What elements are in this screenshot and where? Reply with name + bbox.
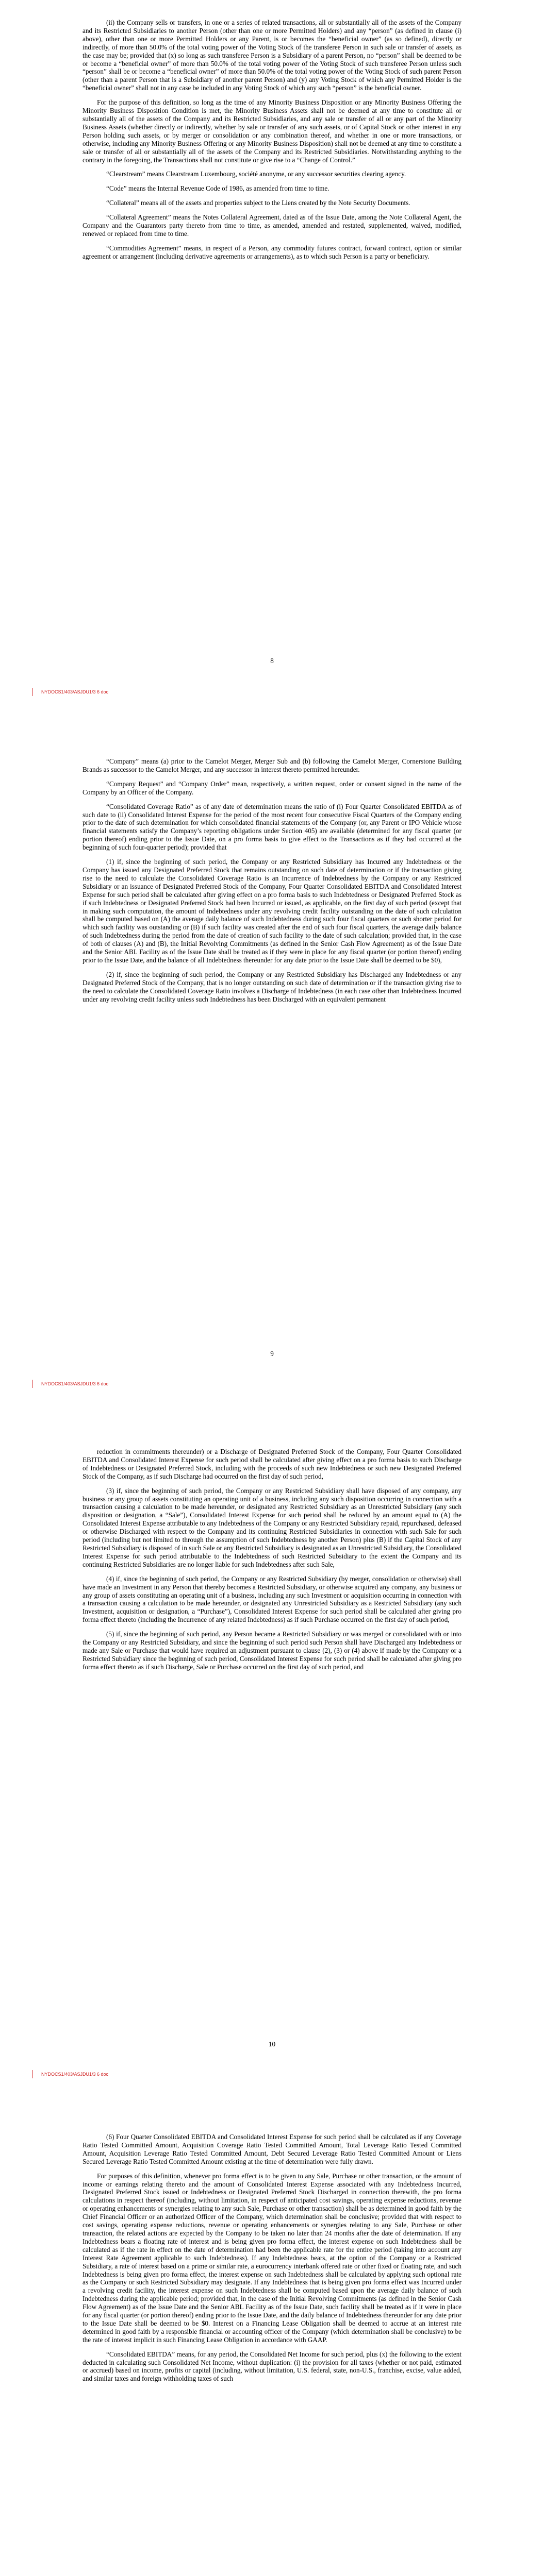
paragraph: “Consolidated Coverage Ratio” as of any date of determination means the ratio of (i) Four Quarter Consolidated EBITDA as of such date to (ii) Consolidated Interest Expense for the period of the most recent four consecutive Fiscal Quarters of the Company ending prior to the date of such determination for which consolidated financial statements of the Company (or, any Parent or IPO Vehicle whose financial statements satisfy the Company’s reporting obligations under Section 405) are available (determined for any fiscal quarter (or portion thereof) ending prior to the Issue Date, on a pro forma basis to give effect to the Transactions as if they had occurred at the beginning of such four-quarter period); provided that	[83, 802, 461, 852]
paragraph: “Code” means the Internal Revenue Code of 1986, as amended from time to time.	[106, 184, 329, 193]
paragraph: “Collateral Agreement” means the Notes Collateral Agreement, dated as of the Issue Date, among the Note Collateral Agent, the Company and the Guarantors party thereto from time to time, as amended, amended and restated, supplemented, waived, modified, renewed or replaced from time to time.	[83, 213, 461, 238]
document-id: NYDOCS1/403/ASJDU1/3 6 doc	[41, 2072, 109, 2077]
document-id: NYDOCS1/403/ASJDU1/3 6 doc	[41, 1381, 109, 1386]
page-number: 8	[270, 657, 274, 665]
page-9-body	[83, 757, 461, 1009]
paragraph: “Collateral” means all of the assets and properties subject to the Liens created by the Note Security Documents.	[106, 199, 410, 207]
paragraph: For the purpose of this definition, so long as the time of any Minority Business Disposition or any Minority Business Offering the Minority Business Disposition Condition is met, the Minority Business Assets shall not be deemed at any time to constitute all or substantially all of the assets of the Company and its Restricted Subsidiaries, and any sale or transfer of all or any part of the Minority Business Assets (whether directly or indirectly, whether by sale or transfer of any such assets, or of Capital Stock or other interest in any Person holding such assets, or by merger or consolidation or any combination thereof, and whether in one or more transactions, or otherwise, including any Minority Business Offering or any Minority Business Disposition) shall not be deemed at any time to constitute a sale or transfer of all or substantially all of the assets of the Company and its Restricted Subsidiaries. Notwithstanding anything to the contrary in the foregoing, the Transactions shall not constitute or give rise to a “Change of Control.”	[83, 98, 461, 164]
paragraph: (1) if, since the beginning of such period, the Company or any Restricted Subsidiary has Incurred any Indebtedness or the Company has issued any Designated Preferred Stock that remains outstanding on such date of determination or if the transaction giving rise to the need to calculate the Consolidated Coverage Ratio is an Incurrence of Indebtedness by the Company or any Restricted Subsidiary or an issuance of Designated Preferred Stock of the Company, Four Quarter Consolidated EBITDA and Consolidated Interest Expense for such period shall be calculated after giving effect on a pro forma basis to such Indebtedness or Designated Preferred Stock as if such Indebtedness or Designated Preferred Stock had been Incurred or issued, as applicable, on the first day of such period (except that in making such computation, the amount of Indebtedness under any revolving credit facility outstanding on the date of such calculation shall be computed based on (A) the average daily balance of such Indebtedness during such four fiscal quarters or such shorter period for which such facility was outstanding or (B) if such facility was created after the end of such four fiscal quarters, the average daily balance of such Indebtedness during the period from the date of creation of such facility to the date of such calculation; provided that, in the case of both of clauses (A) and (B), the Initial Revolving Commitments (as defined in the Senior Cash Flow Agreement) as of the Issue Date and the Senior ABL Facility as of the Issue Date shall be treated as if they were in place for any fiscal quarter (or portion thereof) ending prior to the Issue Date, and the balance of all Indebtedness thereunder for any date prior to the Issue Date shall be deemed to be $0),	[83, 858, 461, 964]
paragraph: “Commodities Agreement” means, in respect of a Person, any commodity futures contract, forward contract, option or similar agreement or arrangement (including derivative agreements or arrangements), as to which such Person is a party or beneficiary.	[83, 244, 461, 260]
paragraph: reduction in commitments thereunder) or a Discharge of Designated Preferred Stock of the Company, Four Quarter Consolidated EBITDA and Consolidated Interest Expense for such period shall be calculated after giving effect on a pro forma basis to such Discharge of Indebtedness or Designated Preferred Stock, including with the proceeds of such new Indebtedness or such new Designated Preferred Stock of the Company, as if such Discharge had occurred on the first day of such period,	[83, 1448, 461, 1480]
paragraph: (3) if, since the beginning of such period, the Company or any Restricted Subsidiary shall have disposed of any company, any business or any group of assets constituting an operating unit of a business, including any such disposition occurring in connection with a transaction causing a calculation to be made hereunder, or designated any Restricted Subsidiary as an Unrestricted Subsidiary (any such disposition or designation, a “Sale”), Consolidated Interest Expense for such period shall be reduced by an amount equal to (A) the Consolidated Interest Expense attributable to any Indebtedness of the Company or any Restricted Subsidiary repaid, repurchased, defeased or otherwise Discharged with respect to the Company and its continuing Restricted Subsidiaries in connection with such Sale for such period (including but not limited to through the assumption of such Indebtedness by another Person) plus (B) if the Capital Stock of any Restricted Subsidiary is disposed of in such Sale or any Restricted Subsidiary is designated as an Unrestricted Subsidiary, the Consolidated Interest Expense for such period attributable to the Indebtedness of such Restricted Subsidiary to the extent the Company and its continuing Restricted Subsidiaries are no longer liable for such Indebtedness after such Sale,	[83, 1486, 461, 1568]
paragraph: (2) if, since the beginning of such period, the Company or any Restricted Subsidiary has Discharged any Indebtedness or any Designated Preferred Stock of the Company, that is no longer outstanding on such date of determination or if the transaction giving rise to the need to calculate the Consolidated Coverage Ratio involves a Discharge of Indebtedness (in each case other than Indebtedness Incurred under any revolving credit facility unless such Indebtedness has been Discharged with an equivalent permanent	[83, 970, 461, 1003]
page-10-body	[83, 1448, 461, 1677]
page-number: 10	[268, 2040, 276, 2048]
page-8-body	[83, 19, 461, 267]
page-number: 9	[270, 1350, 274, 1358]
paragraph: (5) if, since the beginning of such period, any Person became a Restricted Subsidiary or was merged or consolidated with or into the Company or any Restricted Subsidiary, and since the beginning of such period such Person shall have Discharged any Indebtedness or made any Sale or Purchase that would have required an adjustment pursuant to clause (2), (3) or (4) above if made by the Company or a Restricted Subsidiary since the beginning of such period, Consolidated Interest Expense for such period shall be calculated after giving pro forma effect thereto as if such Discharge, Sale or Purchase occurred on the first day of such period, and	[83, 1630, 461, 1671]
page-11-body	[83, 2133, 461, 2389]
paragraph: (4) if, since the beginning of such period, the Company or any Restricted Subsidiary (by merger, consolidation or otherwise) shall have made an Investment in any Person that thereby becomes a Restricted Subsidiary, or otherwise acquired any company, any business or any group of assets constituting an operating unit of a business, including any such Investment or acquisition occurring in connection with a transaction causing a calculation to be made hereunder, or designated any Unrestricted Subsidiary as a Restricted Subsidiary (any such Investment, acquisition or designation, a “Purchase”), Consolidated Interest Expense for such period shall be calculated after giving pro forma effect thereto (including the Incurrence of any related Indebtedness) as if such Purchase occurred on the first day of such period,	[83, 1574, 461, 1624]
paragraph: (ii) the Company sells or transfers, in one or a series of related transactions, all or substantially all of the assets of the Company and its Restricted Subsidiaries to another Person (other than one or more Permitted Holders) and any “person” (as defined in clause (i) above), other than one or more Permitted Holders or any Parent, is or becomes the “beneficial owner” (as so defined), directly or indirectly, of more than 50.0% of the total voting power of the Voting Stock of the transferee Person in such sale or transfer of assets, as the case may be; provided that (x) so long as such transferee Person is a Subsidiary of a parent Person, no “person” shall be deemed to be or become a “beneficial owner” of more than 50.0% of the total voting power of the Voting Stock of such transferee Person unless such “person” shall be or become a “beneficial owner” of more than 50.0% of the total voting power of the Voting Stock of such parent Person (other than a parent Person that is a Subsidiary of another parent Person) and (y) any Voting Stock of which any Permitted Holder is the “beneficial owner” shall not in any case be included in any Voting Stock of which any such “person” is the beneficial owner.	[83, 19, 461, 92]
paragraph: (6) Four Quarter Consolidated EBITDA and Consolidated Interest Expense for such period shall be calculated as if any Coverage Ratio Tested Committed Amount, Acquisition Coverage Ratio Tested Committed Amount, Total Leverage Ratio Tested Committed Amount, Acquisition Leverage Ratio Tested Committed Amount, Debt Secured Leverage Ratio Tested Committed Amount or Liens Secured Leverage Ratio Tested Committed Amount existing at the time of determination were fully drawn.	[83, 2133, 461, 2165]
paragraph: “Company” means (a) prior to the Camelot Merger, Merger Sub and (b) following the Camelot Merger, Cornerstone Building Brands as successor to the Camelot Merger, and any successor in interest thereto permitted hereunder.	[83, 757, 461, 773]
paragraph: “Clearstream” means Clearstream Luxembourg, société anonyme, or any successor securities clearing agency.	[106, 170, 406, 178]
paragraph: “Consolidated EBITDA” means, for any period, the Consolidated Net Income for such period, plus (x) the following to the extent deducted in calculating such Consolidated Net Income, without duplication: (i) the provision for all taxes (whether or not paid, estimated or accrued) based on income, profits or capital (including, without limitation, U.S. federal, state, non-U.S., franchise, excise, value added, and similar taxes and foreign withholding taxes of such	[83, 2350, 461, 2383]
document-id: NYDOCS1/403/ASJDU1/3 6 doc	[41, 689, 109, 694]
paragraph: “Company Request” and “Company Order” mean, respectively, a written request, order or consent signed in the name of the Company by an Officer of the Company.	[83, 779, 461, 796]
paragraph: For purposes of this definition, whenever pro forma effect is to be given to any Sale, Purchase or other transaction, or the amount of income or earnings relating thereto and the amount of Consolidated Interest Expense associated with any Indebtedness Incurred, Designated Preferred Stock issued or Indebtedness or Designated Preferred Stock Discharged in connection therewith, the pro forma calculations in respect thereof (including, without limitation, in respect of anticipated cost savings, operating expense reductions, revenue or operating enhancements or synergies relating to any such Sale, Purchase or other transaction) shall be as determined in good faith by the Chief Financial Officer or an authorized Officer of the Company, which determination shall be conclusive; provided that with respect to cost savings, operating expense reductions, revenue or operating enhancements or synergies relating to any Sale, Purchase or other transaction, the related actions are expected by the Company to be taken no later than 24 months after the date of determination. If any Indebtedness bears a floating rate of interest and is being given pro forma effect, the interest expense on such Indebtedness shall be calculated as if the rate in effect on the date of determination had been the applicable rate for the entire period (taking into account any Interest Rate Agreement applicable to such Indebtedness). If any Indebtedness bears, at the option of the Company or a Restricted Subsidiary, a rate of interest based on a prime or similar rate, a eurocurrency interbank offered rate or other fixed or floating rate, and such Indebtedness is being given pro forma effect, the interest expense on such Indebtedness shall be calculated by applying such optional rate as the Company or such Restricted Subsidiary may designate. If any Indebtedness that is being given pro forma effect was Incurred under a revolving credit facility, the interest expense on such Indebtedness shall be computed based upon the average daily balance of such Indebtedness during the applicable period; provided that, in the case of the Initial Revolving Commitments (as defined in the Senior Cash Flow Agreement) as of the Issue Date and the Senior ABL Facility as of the Issue Date, such facility shall be treated as if it were in place for any fiscal quarter (or portion thereof) ending prior to the Issue Date, and the daily balance of Indebtedness thereunder for any date prior to the Issue Date shall be deemed to be $0. Interest on a Financing Lease Obligation shall be deemed to accrue at an interest rate determined in good faith by a responsible financial or accounting officer of the Company (which determination shall be conclusive) to be the rate of interest implicit in such Financing Lease Obligation in accordance with GAAP.	[83, 2172, 461, 2344]
